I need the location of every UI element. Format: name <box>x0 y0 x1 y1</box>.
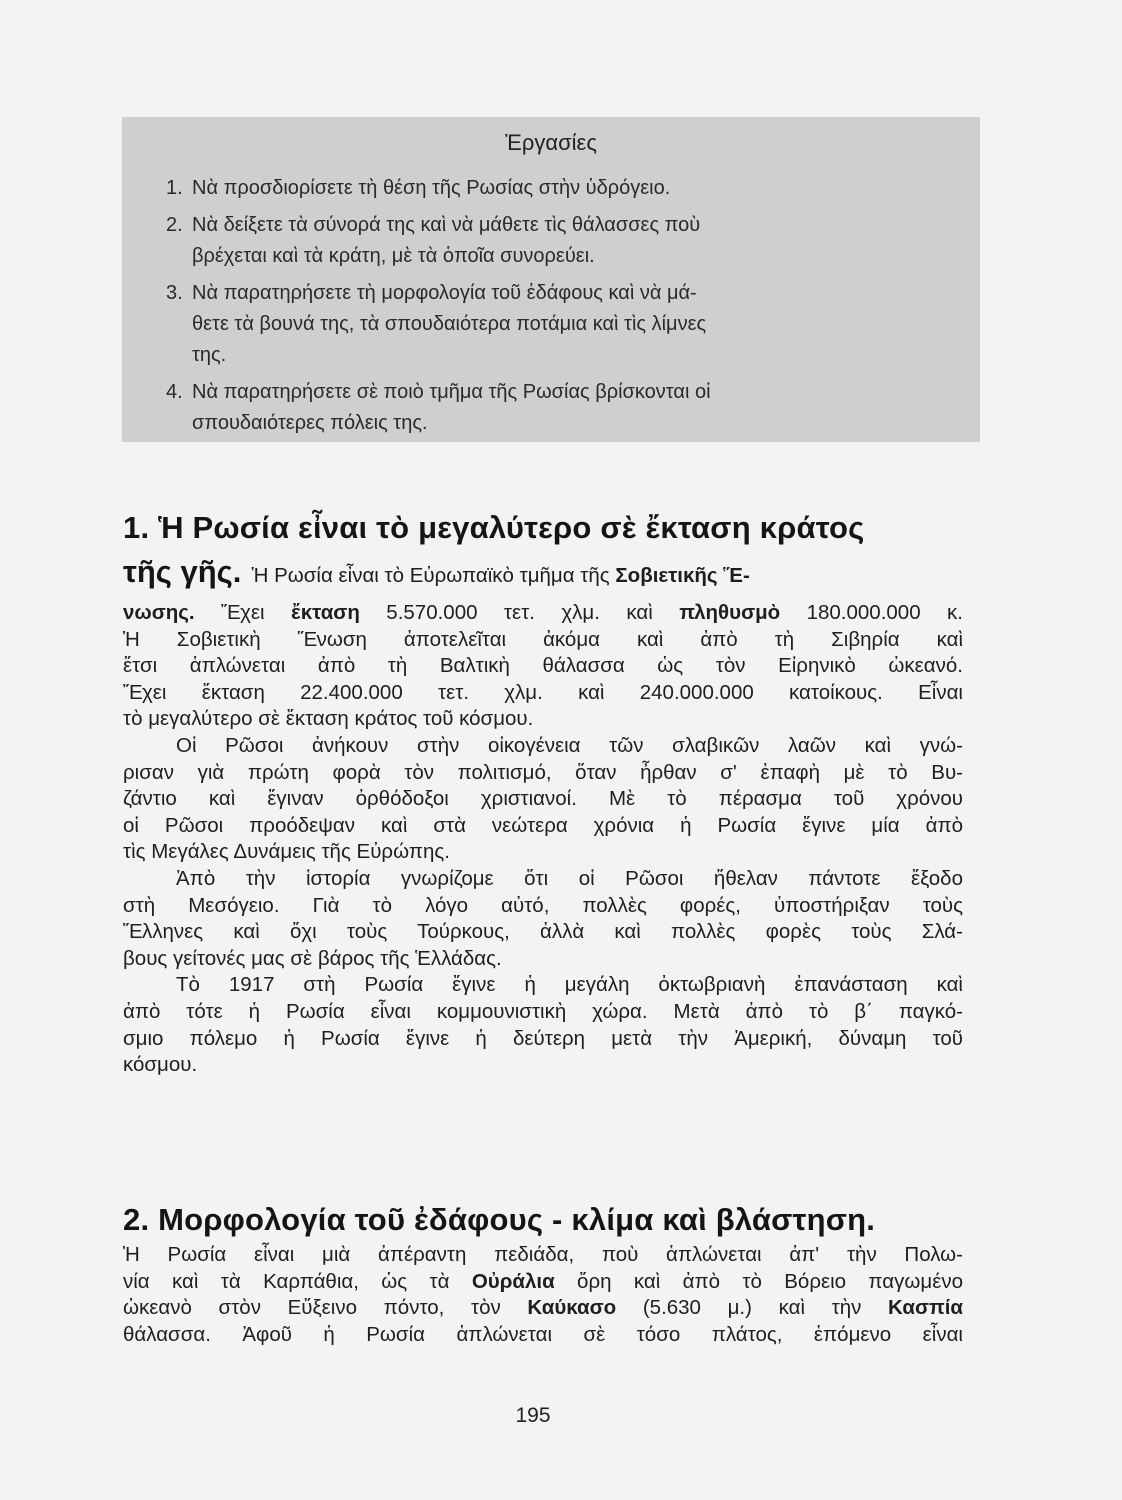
exercise-number: 3. <box>166 282 183 304</box>
paragraph-line: σμιο πόλεμο ἡ Ρωσία ἔγινε ἡ δεύτερη μετὰ τὴν Ἀμερική, δύναμη τοῦ <box>123 1026 963 1050</box>
paragraph-line: στὴ Μεσόγειο. Γιὰ τὸ λόγο αὐτό, πολλὲς φορές, ὑποστήριξαν τοὺς <box>123 893 963 917</box>
bold-term: Οὐράλια <box>471 1269 555 1293</box>
text-run: ὠκεανὸ στὸν Εὔξεινο πόντο, τὸν <box>123 1296 528 1320</box>
exercise-item <box>166 278 962 371</box>
exercise-line: Νὰ παρατηρήσετε τὴ μορφολογία τοῦ ἐδάφους καὶ νὰ μά- <box>192 282 697 304</box>
paragraph-line: Ἔχει ἔκταση 22.400.000 τετ. χλμ. καὶ 240.000.000 κατοίκους. Εἶναι <box>123 680 963 704</box>
paragraph-line: Ἕλληνες καὶ ὄχι τοὺς Τούρκους, ἀλλὰ καὶ πολλὲς φορὲς τοὺς Σλά- <box>123 920 963 944</box>
paragraph-line: ζάντιο καὶ ἔγιναν ὀρθόδοξοι χριστιανοί. Μὲ τὸ πέρασμα τοῦ χρόνου <box>123 787 963 811</box>
exercise-line: Νὰ δείξετε τὰ σύνορά της καὶ νὰ μάθετε τὶς θάλασσες ποὺ <box>192 214 701 236</box>
exercises-box <box>122 117 980 442</box>
paragraph-line: τὸ μεγαλύτερο σὲ ἔκταση κράτος τοῦ κόσμου. <box>123 707 534 731</box>
exercises-title: Ἐργασίες <box>505 130 597 155</box>
text-run: νία καὶ τὰ Καρπάθια, ὡς τὰ <box>123 1269 472 1293</box>
exercise-line: βρέχεται καὶ τὰ κράτη, μὲ τὰ ὁποῖα συνορεύει. <box>192 245 595 267</box>
paragraph-line: Ἡ Σοβιετικὴ Ἕνωση ἀποτελεῖται ἀκόμα καὶ ἀπὸ τὴ Σιβηρία καὶ <box>123 627 963 651</box>
paragraph-line: ἀπὸ τότε ἡ Ρωσία εἶναι κομμουνιστικὴ χώρα. Μετὰ ἀπὸ τὸ β΄ παγκό- <box>123 999 963 1023</box>
text-run: Ἡ Ρωσία εἶναι τὸ Εὐρωπαϊκὸ τμῆμα τῆς <box>251 564 616 587</box>
section-heading: 2. Μορφολογία τοῦ ἐδάφους - κλίμα καὶ βλάστηση. <box>123 1202 876 1237</box>
page-number: 195 <box>515 1404 551 1427</box>
section-russia-largest <box>123 506 963 1079</box>
text-run: ὄρη καὶ ἀπὸ τὸ Βόρειο παγωμένο <box>554 1269 963 1293</box>
paragraph-line: ἔτσι ἁπλώνεται ἀπὸ τὴ Βαλτικὴ θάλασσα ὡς τὸν Εἰρηνικὸ ὠκεανό. <box>123 654 963 678</box>
paragraph-line: Τὸ 1917 στὴ Ρωσία ἔγινε ἡ μεγάλη ὀκτωβριανὴ ἐπανάσταση καὶ <box>176 973 963 997</box>
paragraph-line <box>123 600 963 627</box>
paragraph-line: Ἡ Ρωσία εἶναι μιὰ ἀπέραντη πεδιάδα, ποὺ ἁπλώνεται ἀπ' τὴν Πολω- <box>123 1243 963 1266</box>
paragraph-line <box>123 1295 963 1322</box>
exercise-item <box>166 173 962 204</box>
bold-term: ἔκταση <box>290 601 360 624</box>
text-run: 5.570.000 τετ. χλμ. καὶ <box>359 601 680 624</box>
text-run: Ἔχει <box>194 601 291 624</box>
bold-term: νωσης. <box>123 601 195 624</box>
exercise-number: 4. <box>166 381 183 403</box>
paragraph-line: κόσμου. <box>123 1053 198 1077</box>
exercise-item <box>166 210 962 272</box>
paragraph-line: ρισαν γιὰ πρώτη φορὰ τὸν πολιτισμό, ὅταν ἦρθαν σ' ἐπαφὴ μὲ τὸ Βυ- <box>123 760 963 784</box>
exercise-line: της. <box>192 344 227 366</box>
paragraph-line: Οἱ Ρῶσοι ἀνήκουν στὴν οἰκογένεια τῶν σλαβικῶν λαῶν καὶ γνώ- <box>176 733 963 757</box>
section-heading: 1. Ἡ Ρωσία εἶναι τὸ μεγαλύτερο σὲ ἔκταση κράτος <box>123 510 865 545</box>
section-heading-continued: τῆς γῆς. <box>123 554 242 589</box>
paragraph-line: οἱ Ρῶσοι προόδεψαν καὶ στὰ νεώτερα χρόνια ἡ Ρωσία ἔγινε μία ἀπὸ <box>123 813 963 837</box>
text-run: (5.630 μ.) καὶ τὴν <box>616 1296 889 1320</box>
exercise-item <box>166 377 962 439</box>
exercise-line: σπουδαιότερες πόλεις της. <box>192 412 428 434</box>
text-run: 180.000.000 κ. <box>780 601 963 624</box>
bold-term: πληθυσμὸ <box>679 601 781 624</box>
exercise-number: 1. <box>166 177 183 199</box>
paragraph-line <box>123 1269 963 1296</box>
exercise-line: Νὰ προσδιορίσετε τὴ θέση τῆς Ρωσίας στὴν ὑδρόγειο. <box>192 177 671 199</box>
paragraph-line: τὶς Μεγάλες Δυνάμεις τῆς Εὐρώπης. <box>123 840 450 864</box>
paragraph-line: θάλασσα. Ἀφοῦ ἡ Ρωσία ἁπλώνεται σὲ τόσο πλάτος, ἑπόμενο εἶναι <box>123 1322 963 1346</box>
bold-term: Σοβιετικῆς Ἕ- <box>615 564 750 587</box>
bold-term: Κασπία <box>888 1296 963 1320</box>
paragraph-line: βους γείτονές μας σὲ βάρος τῆς Ἑλλάδας. <box>123 946 502 970</box>
paragraph-line <box>123 550 963 600</box>
bold-term: Καύκασο <box>527 1296 617 1320</box>
exercise-line: Νὰ παρατηρήσετε σὲ ποιὸ τμῆμα τῆς Ρωσίας βρίσκονται οἱ <box>192 381 711 403</box>
exercise-line: θετε τὰ βουνά της, τὰ σπουδαιότερα ποτάμια καὶ τὶς λίμνες <box>192 313 707 335</box>
paragraph-line: Ἀπὸ τὴν ἱστορία γνωρίζομε ὅτι οἱ Ρῶσοι ἤθελαν πάντοτε ἔξοδο <box>176 866 963 890</box>
section-morphology <box>123 1198 963 1348</box>
exercise-number: 2. <box>166 214 183 236</box>
